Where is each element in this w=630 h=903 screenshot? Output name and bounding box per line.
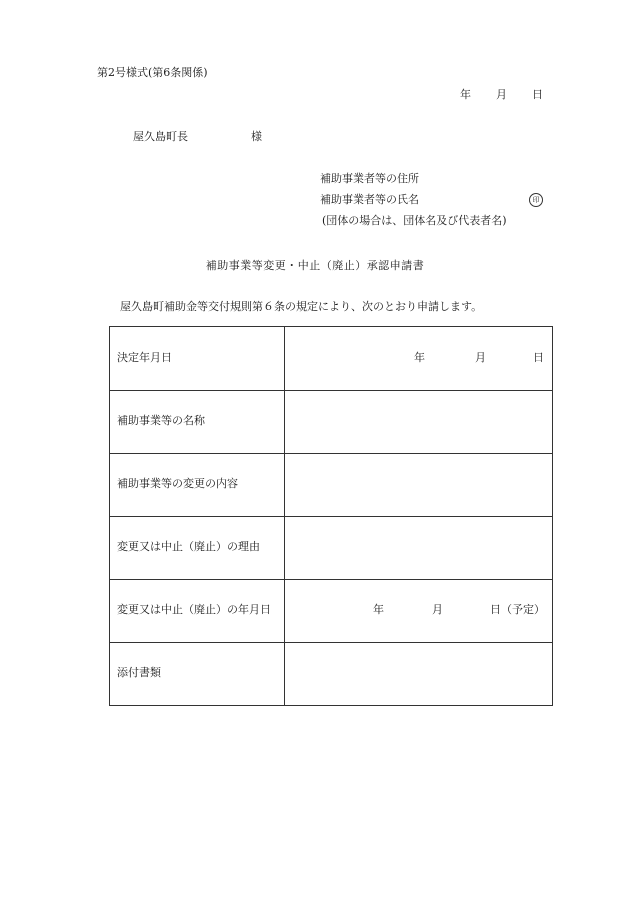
month-label: 月: [475, 351, 486, 364]
addressee-name: 屋久島町長: [133, 130, 188, 143]
row-label: 決定年月日: [117, 351, 172, 364]
row-label: 補助事業等の変更の内容: [117, 477, 238, 490]
table-row-change-content: [110, 453, 552, 517]
addressee-suffix: 様: [251, 130, 262, 143]
value-cell: [285, 516, 552, 579]
applicant-address-label: 補助事業者等の住所: [320, 172, 419, 185]
application-form-table: [109, 326, 553, 706]
value-cell: [285, 327, 552, 390]
date-month-label: 月: [496, 88, 507, 101]
row-label: 変更又は中止（廃止）の理由: [117, 540, 260, 553]
applicant-name-label: 補助事業者等の氏名: [320, 193, 419, 206]
row-label: 添付書類: [117, 666, 161, 679]
year-label: 年: [373, 603, 384, 616]
label-cell: [110, 642, 285, 705]
day-label: 日: [533, 351, 544, 364]
date-day-label: 日: [532, 88, 543, 101]
label-cell: [110, 516, 285, 579]
day-planned-label: 日（予定）: [490, 603, 545, 616]
table-row-change-date: [110, 579, 552, 643]
table-row-decision-date: [110, 327, 552, 391]
table-row-reason: [110, 516, 552, 580]
label-cell: [110, 453, 285, 516]
group-note: (団体の場合は、団体名及び代表者名): [322, 214, 507, 227]
value-cell: [285, 390, 552, 453]
date-year-label: 年: [460, 88, 471, 101]
label-cell: [110, 390, 285, 453]
table-row-attachments: [110, 642, 552, 705]
row-label: 変更又は中止（廃止）の年月日: [117, 603, 271, 616]
label-cell: [110, 327, 285, 390]
row-label: 補助事業等の名称: [117, 414, 205, 427]
seal-icon: 印: [529, 193, 543, 207]
value-cell: [285, 579, 552, 642]
year-label: 年: [414, 351, 425, 364]
table-row-project-name: [110, 390, 552, 454]
label-cell: [110, 579, 285, 642]
form-number: 第2号様式(第6条関係): [97, 66, 208, 79]
value-cell: [285, 453, 552, 516]
month-label: 月: [432, 603, 443, 616]
document-title: 補助事業等変更・中止（廃止）承認申請書: [205, 259, 425, 272]
intro-text: 屋久島町補助金等交付規則第６条の規定により、次のとおり申請します。: [120, 300, 483, 313]
value-cell: [285, 642, 552, 705]
application-date: [460, 88, 550, 102]
